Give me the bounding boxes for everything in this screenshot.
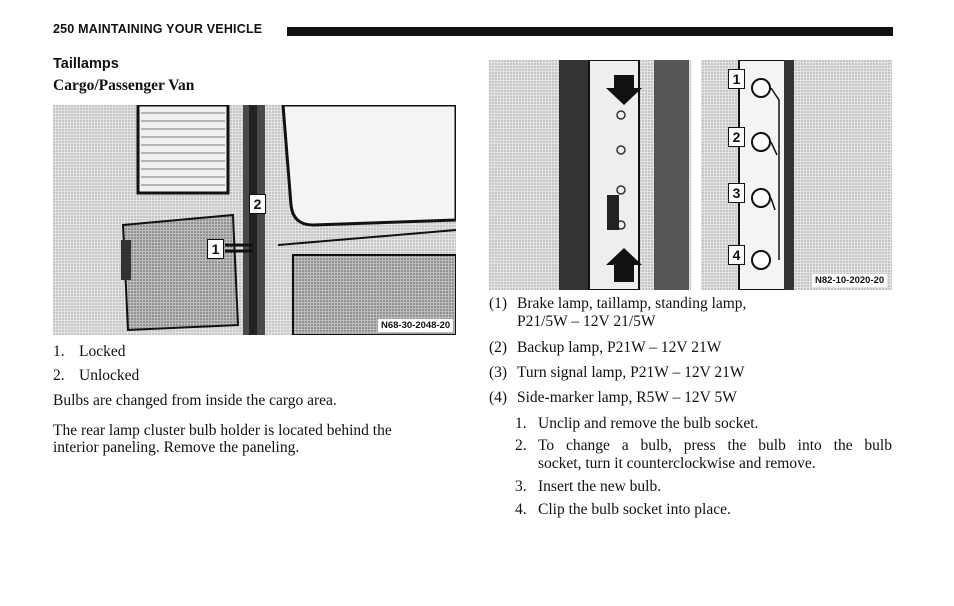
- lamp-cluster-figure: [489, 60, 892, 290]
- paragraph: interior paneling. Remove the paneling.: [53, 439, 300, 456]
- section-subtitle: Cargo/Passenger Van: [53, 77, 195, 94]
- figure-callout-3: 3: [728, 183, 745, 203]
- list-item-number: 2.: [53, 367, 65, 384]
- step-number: 1.: [515, 415, 527, 432]
- step-text: Unclip and remove the bulb socket.: [538, 415, 759, 432]
- list-item-text: Side-marker lamp, R5W – 12V 5W: [517, 389, 737, 406]
- van-door-illustration: [53, 105, 456, 335]
- step-number: 2.: [515, 437, 527, 454]
- list-item-text: Brake lamp, taillamp, standing lamp,: [517, 295, 747, 312]
- figure-callout-4: 4: [728, 245, 745, 265]
- lamp-cluster-illustration: [489, 60, 892, 290]
- list-item-text: Turn signal lamp, P21W – 12V 21W: [517, 364, 745, 381]
- list-item: [489, 389, 737, 406]
- van-door-figure: [53, 105, 456, 335]
- header-rule: [287, 27, 893, 36]
- list-item-number: (3): [489, 364, 508, 381]
- section-title: Taillamps: [53, 56, 119, 72]
- paragraph: The rear lamp cluster bulb holder is located behind the: [53, 422, 392, 439]
- list-item-text: Backup lamp, P21W – 12V 21W: [517, 339, 722, 356]
- step-item: [515, 478, 661, 495]
- step-item: [515, 415, 758, 432]
- list-item: [489, 339, 721, 356]
- figure-callout-1: 1: [728, 69, 745, 89]
- step-number: 4.: [515, 501, 527, 518]
- list-item-number: (4): [489, 389, 508, 406]
- page-header: 250 MAINTAINING YOUR VEHICLE: [53, 22, 263, 36]
- list-item-number: (2): [489, 339, 508, 356]
- step-text: Clip the bulb socket into place.: [538, 501, 731, 518]
- figure-callout-2: 2: [728, 127, 745, 147]
- list-item-continuation: P21/5W – 12V 21/5W: [517, 313, 656, 330]
- list-item-text: Unlocked: [79, 367, 140, 384]
- list-item-text: Locked: [79, 343, 126, 360]
- list-item-number: 1.: [53, 343, 65, 360]
- list-item-number: (1): [489, 295, 508, 312]
- figure-callout-1: 1: [207, 239, 224, 259]
- list-item: [489, 364, 745, 381]
- list-item: [489, 295, 746, 312]
- step-text: To change a bulb, press the bulb into the bulb: [538, 437, 892, 454]
- step-number: 3.: [515, 478, 527, 495]
- figure-code: N68-30-2048-20: [378, 319, 453, 332]
- step-item: [515, 437, 892, 454]
- step-item: [515, 501, 731, 518]
- figure-code: N82-10-2020-20: [812, 274, 887, 287]
- figure-callout-2: 2: [249, 194, 266, 214]
- step-continuation: socket, turn it counterclockwise and remove.: [538, 455, 816, 472]
- list-item: [53, 343, 125, 360]
- step-text: Insert the new bulb.: [538, 478, 662, 495]
- paragraph: Bulbs are changed from inside the cargo area.: [53, 392, 337, 409]
- list-item: [53, 367, 139, 384]
